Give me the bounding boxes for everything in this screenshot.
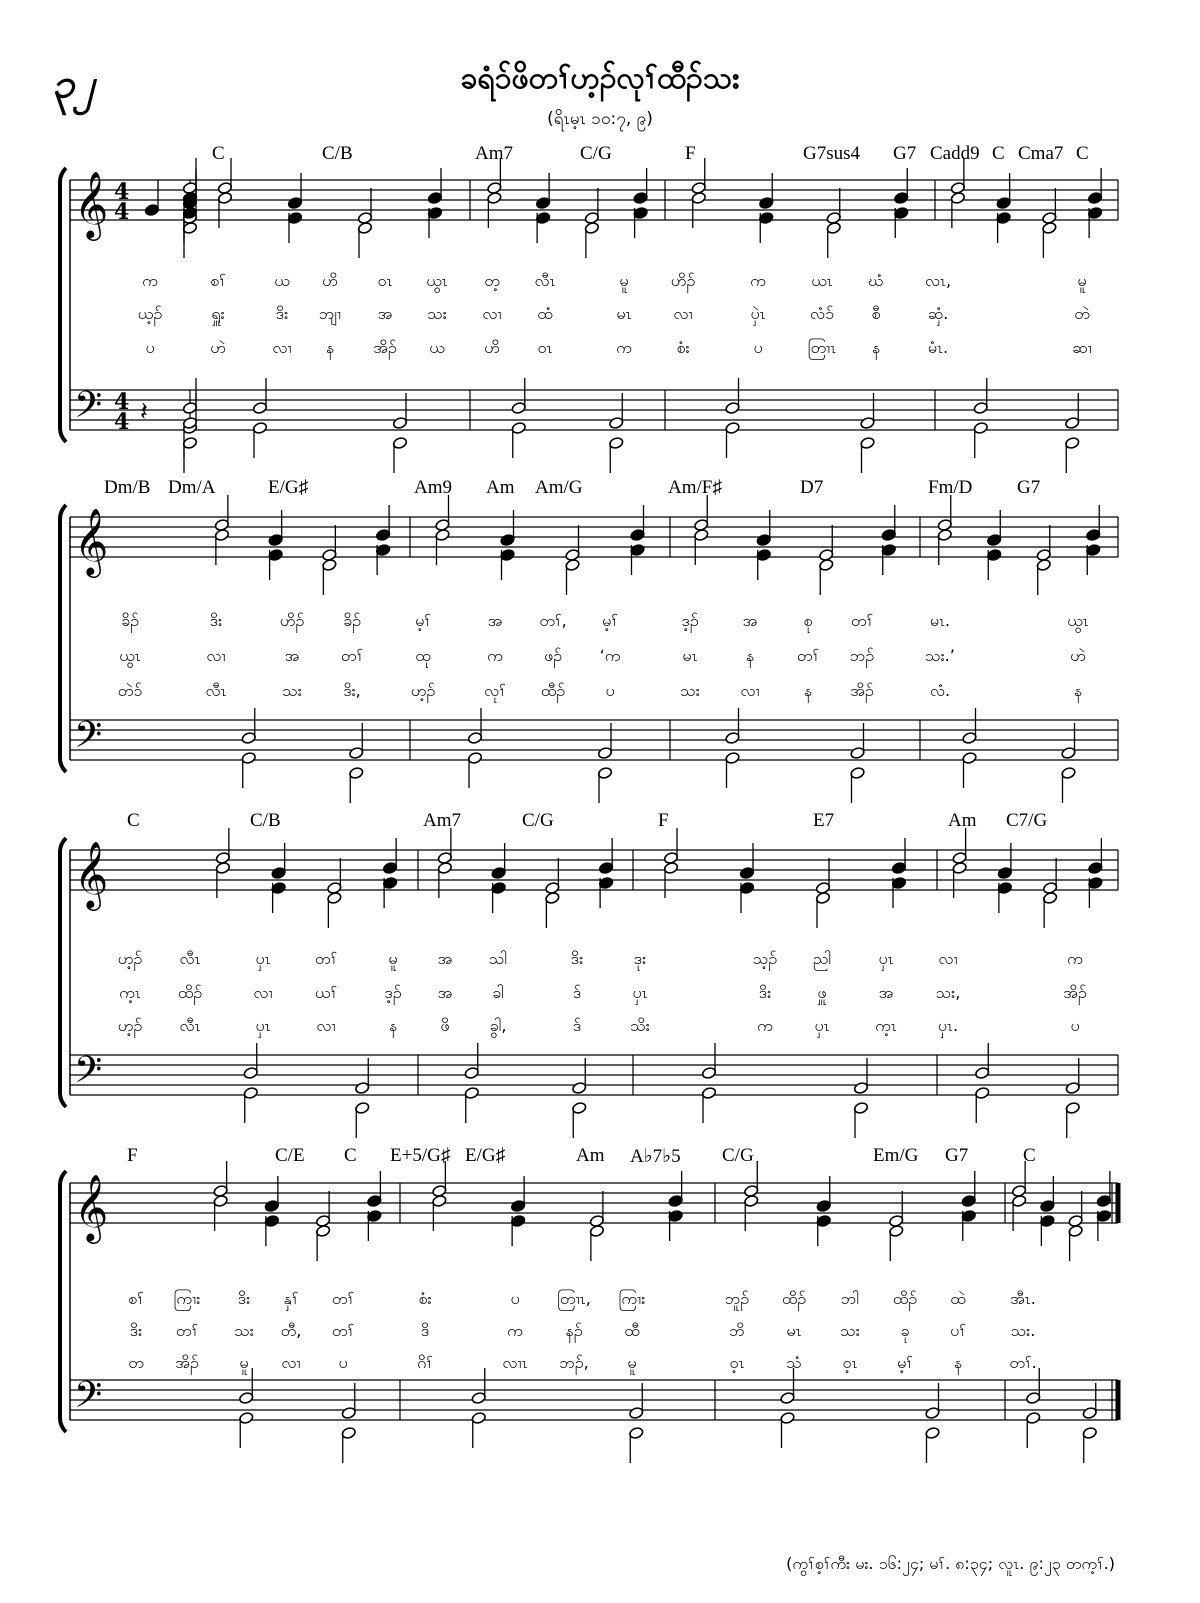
verse-1-syllable: စံး xyxy=(418,1289,432,1308)
bass-clef-icon: 𝄢 xyxy=(74,1374,103,1425)
hymn-title: ခရံၥ်ဖိတၢ်ဟ့ၣ်လုၢ်ထီၣ်သး xyxy=(460,61,740,96)
verse-1-syllable: အ xyxy=(742,611,758,630)
verse-1-syllable: မူ xyxy=(1077,271,1087,290)
verse-2-syllable: အ xyxy=(284,646,300,665)
verse-3-syllable: လၢ xyxy=(272,338,292,357)
system-bracket xyxy=(60,505,66,772)
verse-2-syllable: ပှဲၤ xyxy=(750,304,766,323)
verse-1-syllable: ခိၣ် xyxy=(343,611,361,630)
verse-1-syllable: ထဲ xyxy=(950,1289,966,1308)
quarter-rest-icon: 𝄽 xyxy=(140,397,148,427)
verse-1-syllable: ကြၢး xyxy=(173,1289,201,1308)
verse-3-syllable: မ့ၢ် xyxy=(897,1353,913,1372)
verse-2-syllable: ဒိး xyxy=(758,983,772,1002)
verse-1-syllable: ဒ့ၣ် xyxy=(681,611,699,630)
verse-3-syllable: လီၤ xyxy=(205,681,227,700)
verse-2-syllable: က့ၤ xyxy=(119,983,141,1002)
verse-2-syllable: က xyxy=(507,1321,523,1340)
verse-3-syllable: မူ xyxy=(627,1353,637,1372)
verse-3-syllable: ပ xyxy=(753,338,763,357)
chord-symbol: G7 xyxy=(1017,477,1041,498)
verse-2-syllable: သး, xyxy=(935,983,961,1002)
verse-1-syllable: ညါ xyxy=(812,949,832,968)
verse-2-syllable: ထု xyxy=(415,646,431,665)
verse-3-syllable: ပှၤ. xyxy=(937,1016,959,1035)
verse-2-syllable: န xyxy=(745,646,755,665)
chord-symbol: E7 xyxy=(813,810,835,831)
verse-2-syllable: ဒိး xyxy=(275,304,289,323)
verse-2-syllable: အ xyxy=(377,304,393,323)
verse-2-syllable: တဲ xyxy=(1074,304,1090,323)
verse-3-syllable: တြၢၤ xyxy=(807,338,837,357)
verse-3-syllable: ဝ့ၤ xyxy=(842,1353,858,1372)
verse-2-syllable: လၢ xyxy=(673,304,693,323)
verse-2-syllable: ဘၣ် xyxy=(849,646,875,665)
chord-symbol: Am/G xyxy=(535,477,583,498)
chord-symbol: Am9 xyxy=(414,477,452,498)
time-signature-top: 4 xyxy=(114,389,130,415)
chord-symbol: C xyxy=(344,1145,357,1166)
verse-2-syllable: တီ, xyxy=(280,1321,302,1340)
verse-1-syllable: ဃံ xyxy=(868,271,884,290)
verse-2-syllable: ဖှူ xyxy=(817,983,827,1002)
verse-1-syllable: စု xyxy=(803,611,813,630)
verse-1-syllable: စၢ် xyxy=(128,1289,144,1308)
verse-2-syllable: ဖၣ် xyxy=(543,646,563,665)
verse-3-syllable: ယ xyxy=(429,338,445,357)
verse-3-syllable: သး xyxy=(282,681,302,700)
verse-3-syllable: ဖိ xyxy=(440,1016,450,1035)
chord-symbol: Am/F♯ xyxy=(668,477,722,498)
chord-symbol: Cadd9 xyxy=(930,143,980,164)
chord-symbol: Dm/B xyxy=(104,477,151,498)
chord-symbol: C/G xyxy=(522,810,554,831)
verse-3-syllable: န xyxy=(953,1353,963,1372)
chord-symbol: G7 xyxy=(945,1145,969,1166)
chord-symbol: F xyxy=(658,810,669,831)
chord-symbol: Am xyxy=(948,810,977,831)
verse-2-syllable: ခု xyxy=(900,1321,910,1340)
verse-2-syllable: သး xyxy=(234,1321,254,1340)
verse-3-syllable: ထီၣ် xyxy=(540,681,566,700)
chord-symbol: C/G xyxy=(580,143,612,164)
verse-1-syllable: ဟ့ၣ် xyxy=(117,949,143,968)
verse-2-syllable: ပှၤ xyxy=(632,983,648,1002)
verse-1-syllable: ဒိး xyxy=(237,1289,251,1308)
verse-1-syllable: က xyxy=(142,271,158,290)
verse-1-syllable: မူ xyxy=(619,271,629,290)
verse-1-syllable: ပှၤ xyxy=(255,949,271,968)
verse-2-syllable: သး xyxy=(427,304,447,323)
verse-1-syllable: ယွၤ xyxy=(1067,611,1089,630)
verse-1-syllable: တၢ် xyxy=(850,611,874,630)
verse-1-syllable: လၤ, xyxy=(924,271,952,290)
verse-1-syllable: ပှၤ xyxy=(878,949,894,968)
verse-2-syllable: ရှူး xyxy=(211,304,225,323)
verse-3-syllable: ဟ့ၣ် xyxy=(117,1016,143,1035)
verse-2-syllable: လံၥ် xyxy=(810,304,834,323)
verse-2-syllable: ဒ် xyxy=(572,983,582,1002)
verse-3-syllable: အိၣ် xyxy=(373,338,397,357)
verse-2-syllable: လၢ xyxy=(482,304,502,323)
verse-3-syllable: သး xyxy=(680,681,700,700)
verse-3-syllable: န xyxy=(803,681,813,700)
verse-1-syllable: ဟိၣ် xyxy=(670,271,696,290)
verse-2-syllable: တၢ် xyxy=(175,1321,199,1340)
verse-3-syllable: ပှၤ xyxy=(814,1016,830,1035)
verse-3-syllable: သံ xyxy=(786,1353,802,1372)
verse-3-syllable: ခွါ, xyxy=(489,1016,507,1035)
bass-clef-icon: 𝄢 xyxy=(74,1049,103,1100)
verse-3-syllable: န xyxy=(325,338,335,357)
chord-symbol: D7 xyxy=(800,477,824,498)
verse-2-syllable: စီ xyxy=(871,304,881,323)
verse-2-syllable: ဆှံ. xyxy=(927,304,949,323)
bass-clef-icon: 𝄢 xyxy=(74,384,103,435)
verse-1-syllable: က xyxy=(1067,949,1083,968)
verse-2-syllable: ‘က xyxy=(599,646,621,665)
verse-2-syllable: မၤ xyxy=(786,1321,802,1340)
system-bracket xyxy=(60,168,66,442)
verse-2-syllable: ယ့ၣ် xyxy=(137,304,163,323)
verse-1-syllable: ဒုး xyxy=(633,949,647,968)
verse-1-syllable: ထိၣ် xyxy=(892,1289,918,1308)
chord-symbol: Em/G xyxy=(873,1145,919,1166)
treble-clef-icon: 𝄞 xyxy=(74,170,109,238)
verse-3-syllable: စံး xyxy=(676,338,690,357)
verse-2-syllable: အိၣ် xyxy=(1063,983,1087,1002)
verse-1-syllable: အီၤ. xyxy=(1010,1289,1036,1308)
chord-symbol: Am7 xyxy=(423,810,461,831)
treble-clef-icon: 𝄞 xyxy=(74,1173,109,1241)
verse-2-syllable: မၤ xyxy=(682,646,698,665)
verse-2-syllable: ဒိး xyxy=(129,1321,143,1340)
chord-symbol: E/G♯ xyxy=(268,477,309,498)
verse-3-syllable: က xyxy=(616,338,632,357)
verse-2-syllable: ဘိ xyxy=(729,1321,745,1340)
time-signature-bottom: 4 xyxy=(114,199,130,225)
verse-3-syllable: လံ. xyxy=(929,681,951,700)
verse-2-syllable: လၢ xyxy=(253,983,273,1002)
treble-clef-icon: 𝄞 xyxy=(74,840,109,908)
chord-symbol: Cma7 xyxy=(1018,143,1064,164)
verse-3-syllable: ဂိၢ် xyxy=(417,1353,433,1372)
chord-symbol: C xyxy=(1076,143,1089,164)
chord-symbol: E+5/G♯ xyxy=(390,1145,451,1166)
verse-3-syllable: အိၣ် xyxy=(175,1353,199,1372)
verse-1-syllable: ယ xyxy=(274,271,290,290)
verse-3-syllable: ပှၤ xyxy=(255,1016,271,1035)
verse-1-syllable: ခိၣ် xyxy=(121,611,139,630)
verse-3-syllable: လၢၤ xyxy=(502,1353,528,1372)
verse-1-syllable: ကြၢး xyxy=(618,1289,646,1308)
verse-3-syllable: လၢ xyxy=(316,1016,336,1035)
verse-2-syllable: ဟဲ xyxy=(1070,646,1086,665)
verse-3-syllable: ဟဲ xyxy=(210,338,226,357)
verse-1-syllable: သါ xyxy=(488,949,508,968)
verse-2-syllable: သး xyxy=(840,1321,860,1340)
verse-3-syllable: ပ xyxy=(1070,1016,1080,1035)
verse-3-syllable: တဲၥ် xyxy=(117,681,143,700)
chord-symbol: C/G xyxy=(722,1145,754,1166)
verse-1-syllable: အ xyxy=(437,949,453,968)
verse-2-syllable: ထီ xyxy=(624,1321,640,1340)
verse-3-syllable: ဝ့ၤ xyxy=(729,1353,745,1372)
verse-3-syllable: လုၢ် xyxy=(484,681,506,700)
verse-2-syllable: ယၢ် xyxy=(314,983,338,1002)
verse-3-syllable: ပ xyxy=(145,338,155,357)
verse-2-syllable: ထိၣ် xyxy=(177,983,203,1002)
chord-symbol: G7sus4 xyxy=(803,143,861,164)
verse-1-syllable: တြၢၤ, xyxy=(557,1289,591,1308)
verse-3-syllable: တၢ်. xyxy=(1009,1353,1037,1372)
verse-3-syllable: ဟိ xyxy=(484,338,500,357)
verse-3-syllable: က xyxy=(757,1016,773,1035)
chord-symbol: F xyxy=(685,143,696,164)
chord-symbol: Dm/A xyxy=(168,477,216,498)
verse-2-syllable: ခါ xyxy=(492,983,504,1002)
chord-symbol: C/B xyxy=(250,810,281,831)
verse-1-syllable: အ xyxy=(487,611,503,630)
verse-1-syllable: တၢ် xyxy=(331,1289,355,1308)
verse-1-syllable: မ့ၢ် xyxy=(602,611,618,630)
verse-3-syllable: ဆၢ xyxy=(1072,338,1092,357)
chord-symbol: C xyxy=(212,143,225,164)
verse-1-syllable: စၢ် xyxy=(210,271,226,290)
verse-2-syllable: လၢ xyxy=(206,646,226,665)
verse-1-syllable: ဒိး xyxy=(570,949,584,968)
chord-symbol: Am xyxy=(486,477,515,498)
chord-symbol: C7/G xyxy=(1006,810,1048,831)
hymn-number: ၃၂ xyxy=(52,61,95,107)
chord-symbol: A♭7♭5 xyxy=(630,1146,681,1167)
verse-2-syllable: တၢ် xyxy=(796,646,820,665)
verse-1-syllable: က xyxy=(750,271,766,290)
verse-3-syllable: က့ၤ xyxy=(875,1016,897,1035)
verse-1-syllable: ပ xyxy=(510,1289,520,1308)
verse-3-syllable: သိး xyxy=(630,1016,650,1035)
verse-1-syllable: မ့ၢ် xyxy=(415,611,431,630)
verse-1-syllable: မူ xyxy=(388,949,398,968)
verse-1-syllable: တ့ xyxy=(484,271,500,290)
verse-1-syllable: နှၢ် xyxy=(283,1289,299,1308)
verse-2-syllable: ပၢ် xyxy=(950,1321,966,1340)
chord-symbol: E/G♯ xyxy=(465,1145,506,1166)
verse-3-syllable: ပ xyxy=(605,681,615,700)
verse-3-syllable: တ xyxy=(128,1353,144,1372)
chord-symbol: C xyxy=(1023,1145,1036,1166)
verse-3-syllable: လၢ xyxy=(281,1353,301,1372)
verse-2-syllable: မၤ xyxy=(616,304,632,323)
chord-symbol: G7 xyxy=(893,143,917,164)
verse-3-syllable: န xyxy=(1073,681,1083,700)
time-signature-bottom: 4 xyxy=(114,409,130,435)
verse-1-syllable: မၤ. xyxy=(929,611,951,630)
verse-2-syllable: သး.’ xyxy=(925,646,955,665)
verse-1-syllable: သ့ၣ် xyxy=(752,949,778,968)
verse-3-syllable: ဝၤ xyxy=(537,338,553,357)
chord-symbol: C xyxy=(992,143,1005,164)
treble-clef-icon: 𝄞 xyxy=(74,507,109,575)
verse-1-syllable: ဘူၣ် xyxy=(724,1289,750,1308)
verse-3-syllable: မံၤ. xyxy=(927,338,949,357)
system-bracket xyxy=(60,1171,66,1432)
chord-symbol: C/B xyxy=(322,143,353,164)
verse-3-syllable: မူ xyxy=(239,1353,249,1372)
verse-2-syllable: က xyxy=(487,646,503,665)
verse-2-syllable: ယွၤ xyxy=(119,646,141,665)
chord-symbol: Am xyxy=(576,1145,605,1166)
chord-symbol: Am7 xyxy=(475,143,513,164)
verse-2-syllable: နၣ် xyxy=(565,1321,583,1340)
chord-symbol: F xyxy=(127,1145,138,1166)
system-bracket xyxy=(60,838,66,1107)
verse-2-syllable: အ xyxy=(437,983,453,1002)
verse-2-syllable: ဒ့ၣ် xyxy=(384,983,402,1002)
verse-1-syllable: လီၤ xyxy=(534,271,556,290)
verse-3-syllable: န xyxy=(388,1016,398,1035)
verse-2-syllable: တၢ် xyxy=(331,1321,355,1340)
verse-2-syllable: ထံ xyxy=(537,304,553,323)
cross-reference-footnote: (ကွၢ်စ့ၢ်ကီး မး. ၁၆:၂၄; မၢ်. ၈:၃၄; လူၤ. ၉:၂၃ တက့ၢ်.) xyxy=(786,1554,1115,1573)
verse-2-syllable: သး. xyxy=(1010,1321,1036,1340)
verse-1-syllable: လၢ xyxy=(938,949,958,968)
verse-1-syllable: ထိၣ် xyxy=(781,1289,807,1308)
verse-1-syllable: တၢ်, xyxy=(539,611,567,630)
verse-3-syllable: အိၣ် xyxy=(850,681,874,700)
verse-3-syllable: ဘၣ်, xyxy=(559,1353,589,1372)
verse-1-syllable: ယွၤ xyxy=(426,271,448,290)
verse-1-syllable: ဟိ xyxy=(322,271,338,290)
chord-symbol: Fm/D xyxy=(928,477,973,498)
verse-1-syllable: ဝၤ xyxy=(377,271,393,290)
chord-symbol: C/E xyxy=(275,1145,305,1166)
verse-3-syllable: ဒိး, xyxy=(343,681,361,700)
bass-clef-icon: 𝄢 xyxy=(74,714,103,765)
scripture-reference: (ရိၤမ့ၤ ၁၀:၇, ၉) xyxy=(547,109,653,129)
verse-2-syllable: ဒိ xyxy=(420,1321,430,1340)
verse-3-syllable: ပ xyxy=(338,1353,348,1372)
verse-3-syllable: န xyxy=(871,338,881,357)
verse-1-syllable: ဟိၣ် xyxy=(279,611,305,630)
verse-1-syllable: လီၤ xyxy=(179,949,201,968)
time-signature-top: 4 xyxy=(114,179,130,205)
verse-1-syllable: ယၤ xyxy=(811,271,833,290)
chord-symbol: C xyxy=(127,810,140,831)
verse-1-syllable: တၢ် xyxy=(314,949,338,968)
verse-2-syllable: တၢ် xyxy=(340,646,364,665)
verse-1-syllable: ဒိး xyxy=(209,611,223,630)
verse-3-syllable: ဒ် xyxy=(572,1016,582,1035)
verse-3-syllable: လၢ xyxy=(740,681,760,700)
verse-2-syllable: အ xyxy=(878,983,894,1002)
verse-2-syllable: ဘျၢ xyxy=(318,304,342,323)
verse-3-syllable: ဟ့ၣ် xyxy=(410,681,436,700)
verse-3-syllable: လီၤ xyxy=(179,1016,201,1035)
verse-1-syllable: ဘါ xyxy=(840,1289,860,1308)
